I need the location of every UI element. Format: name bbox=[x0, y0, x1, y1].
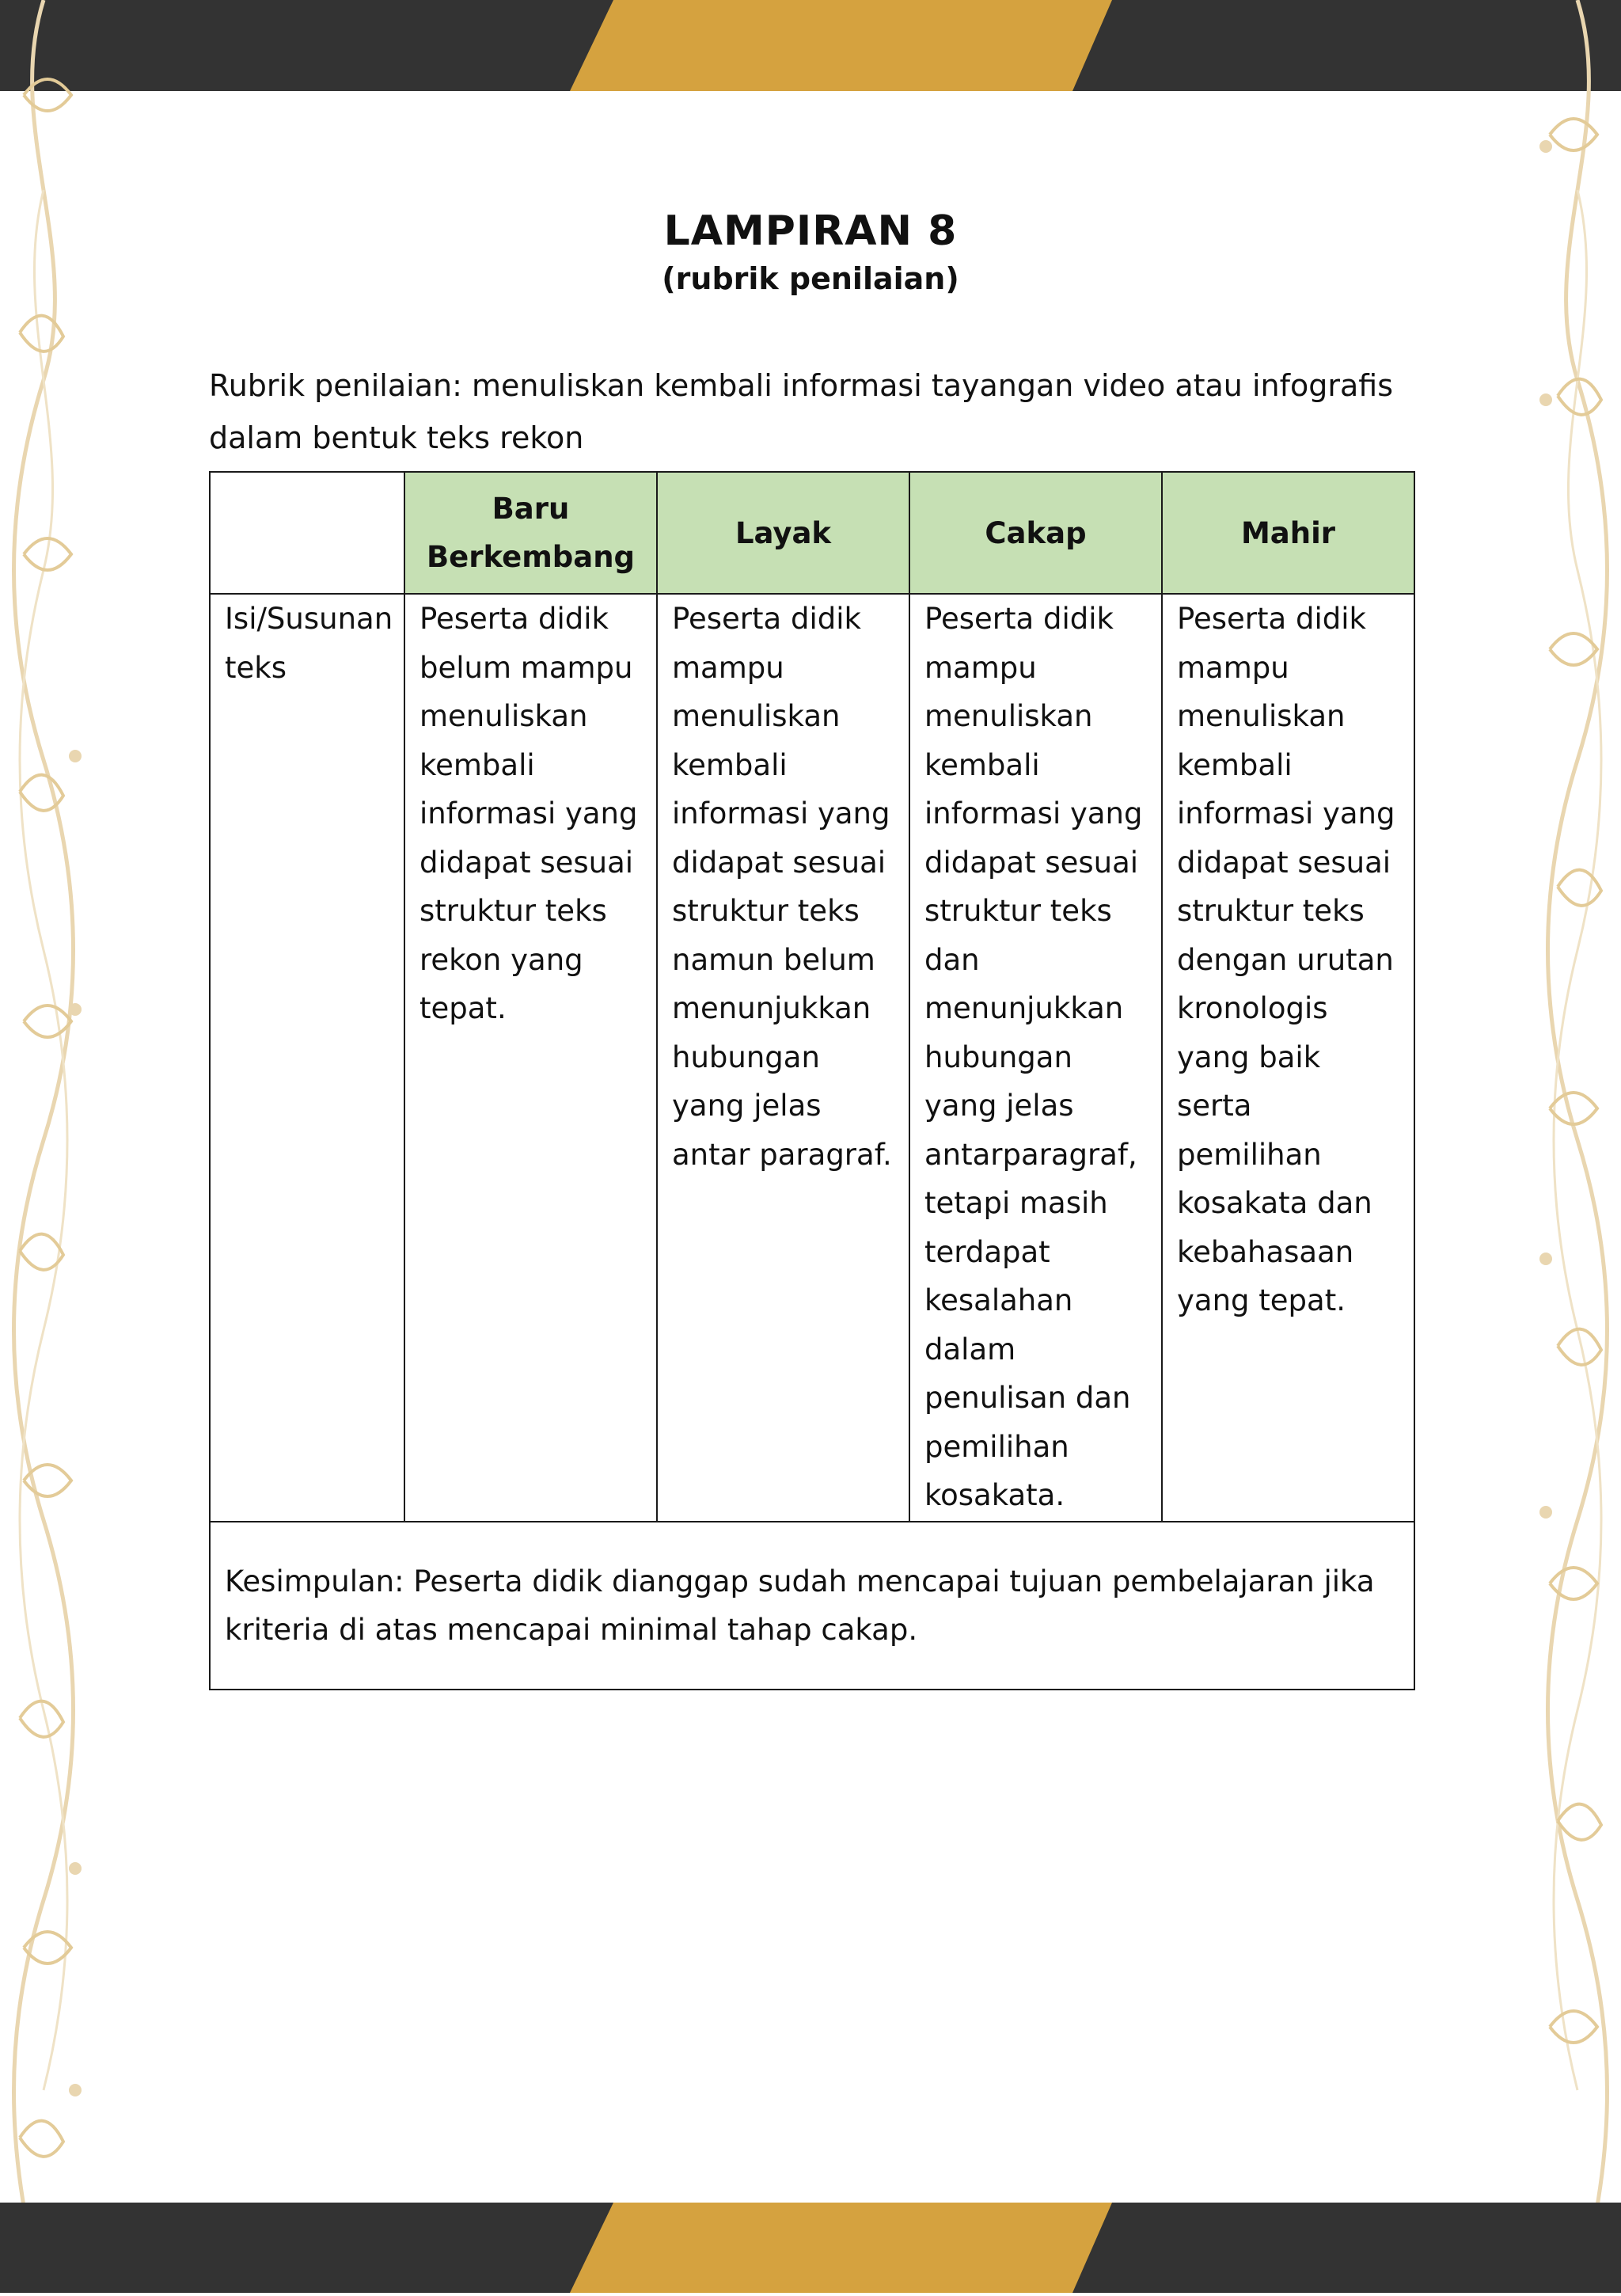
page-subtitle: (rubrik penilaian) bbox=[662, 261, 959, 296]
conclusion-cell: Kesimpulan: Peserta didik dianggap sudah mencapai tujuan pembelajaran jika kriteria di atas mencapai minimal tahap cakap. bbox=[210, 1522, 1414, 1690]
header-mahir: Mahir bbox=[1162, 472, 1414, 594]
header-cakap: Cakap bbox=[909, 472, 1162, 594]
left-vine-ornament bbox=[0, 0, 87, 2293]
page-title: LAMPIRAN 8 bbox=[663, 207, 958, 255]
header-band bbox=[0, 0, 1621, 91]
header-layak: Layak bbox=[657, 472, 909, 594]
header-blank-cell bbox=[210, 472, 404, 594]
rubric-table bbox=[209, 471, 1415, 1690]
criterion-cell: Isi/Susunan teks bbox=[210, 594, 404, 1522]
cakap-cell: Peserta didik mampu menuliskan kembali informasi yang didapat sesuai struktur teks dan menunjukkan hubungan yang jelas antarparagraf, tetapi masih terdapat kesalahan dalam penulisan dan pemilihan kosakata. bbox=[909, 594, 1162, 1522]
conclusion-row bbox=[210, 1522, 1414, 1690]
intro-paragraph bbox=[209, 359, 1428, 464]
mahir-cell: Peserta didik mampu menuliskan kembali informasi yang didapat sesuai struktur teks dengan urutan kronologis yang baik serta pemilihan kosakata dan kebahasaan yang tepat. bbox=[1162, 594, 1414, 1522]
rubric-header-row bbox=[210, 472, 1414, 594]
intro-line-2: dalam bentuk teks rekon bbox=[209, 420, 584, 455]
header-baru-berkembang: Baru Berkembang bbox=[404, 472, 657, 594]
baru-berkembang-cell: Peserta didik belum mampu menuliskan kembali informasi yang didapat sesuai struktur teks rekon yang tepat. bbox=[404, 594, 657, 1522]
footer-band bbox=[0, 2203, 1621, 2293]
right-vine-ornament bbox=[1534, 0, 1621, 2293]
layak-cell: Peserta didik mampu menuliskan kembali informasi yang didapat sesuai struktur teks namun belum menunjukkan hubungan yang jelas antar paragraf. bbox=[657, 594, 909, 1522]
rubric-criterion-row bbox=[210, 594, 1414, 1522]
intro-line-1: Rubrik penilaian: menuliskan kembali informasi tayangan video atau infografis bbox=[209, 368, 1393, 403]
